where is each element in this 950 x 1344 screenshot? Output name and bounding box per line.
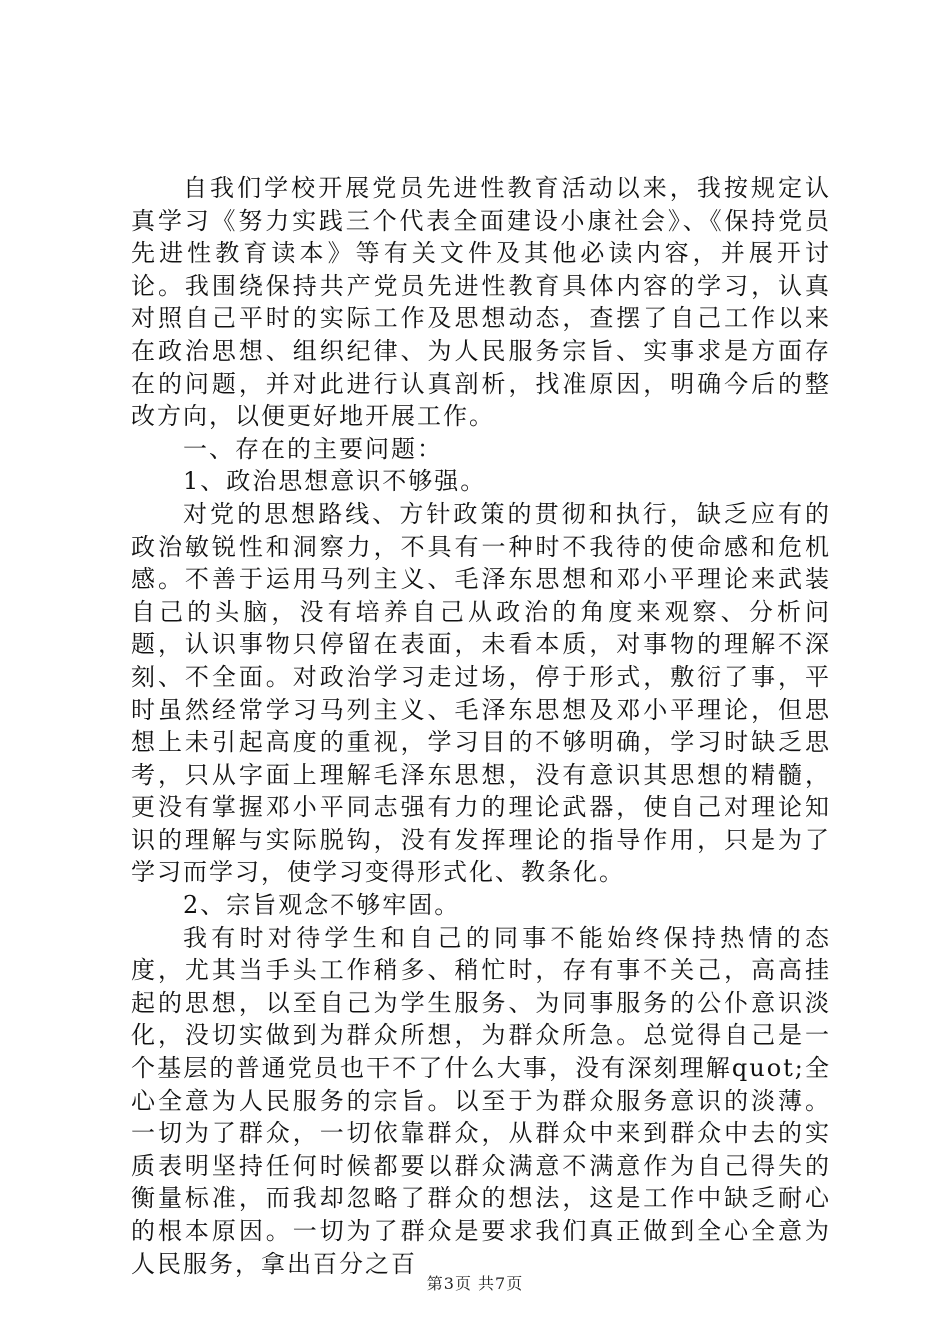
political-awareness-paragraph: 对党的思想路线、方针政策的贯彻和执行，缺乏应有的政治敏锐性和洞察力，不具有一种时不我待的使命感和危机感。不善于运用马列主义、毛泽东思想和邓小平理论来武装自己的头脑，没有培养自己从政治的角度来观察、分析问题，认识事物只停留在表面，未看本质，对事物的理解不深刻、不全面。对政治学习走过场，停于形式，敷衍了事，平时虽然经常学习马列主义、毛泽东思想及邓小平理论，但思想上未引起高度的重视，学习目的不够明确，学习时缺乏思考，只从字面上理解毛泽东思想，没有意识其思想的精髓，更没有掌握邓小平同志强有力的理论武器，使自己对理论知识的理解与实际脱钩，没有发挥理论的指导作用，只是为了学习而学习，使学习变得形式化、教条化。 <box>131 499 831 887</box>
service-purpose-paragraph: 我有时对待学生和自己的同事不能始终保持热情的态度，尤其当手头工作稍多、稍忙时，存有事不关己，高高挂起的思想，以至自己为学生服务、为同事服务的公仆意识淡化，没切实做到为群众所想，为群众所急。总觉得自己是一个基层的普通党员也干不了什么大事，没有深刻理解quot;全心全意为人民服务的宗旨。以至于为群众服务意识的淡薄。一切为了群众，一切依靠群众，从群众中来到群众中去的实质表明坚持任何时候都要以群众满意不满意作为自己得失的衡量标准，而我却忽略了群众的想法，这是工作中缺乏耐心的根本原因。一切为了群众是要求我们真正做到全心全意为人民服务，拿出百分之百 <box>131 923 831 1278</box>
intro-paragraph: 自我们学校开展党员先进性教育活动以来，我按规定认真学习《努力实践三个代表全面建设小康社会》、《保持党员先进性教育读本》等有关文件及其他必读内容，并展开讨论。我围绕保持共产党员先进性教育具体内容的学习，认真对照自己平时的实际工作及思想动态，查摆了自己工作以来在政治思想、组织纪律、为人民服务宗旨、实事求是方面存在的问题，并对此进行认真剖析，找准原因，明确今后的整改方向，以便更好地开展工作。 <box>131 174 831 431</box>
page-number-footer: 第3页 共7页 <box>426 1274 524 1293</box>
document-body <box>131 172 831 1280</box>
subheading-service-purpose: 2、宗旨观念不够牢固。 <box>183 891 461 920</box>
subheading-political-awareness: 1、政治思想意识不够强。 <box>183 467 487 496</box>
section-heading-problems: 一、存在的主要问题： <box>183 434 443 463</box>
